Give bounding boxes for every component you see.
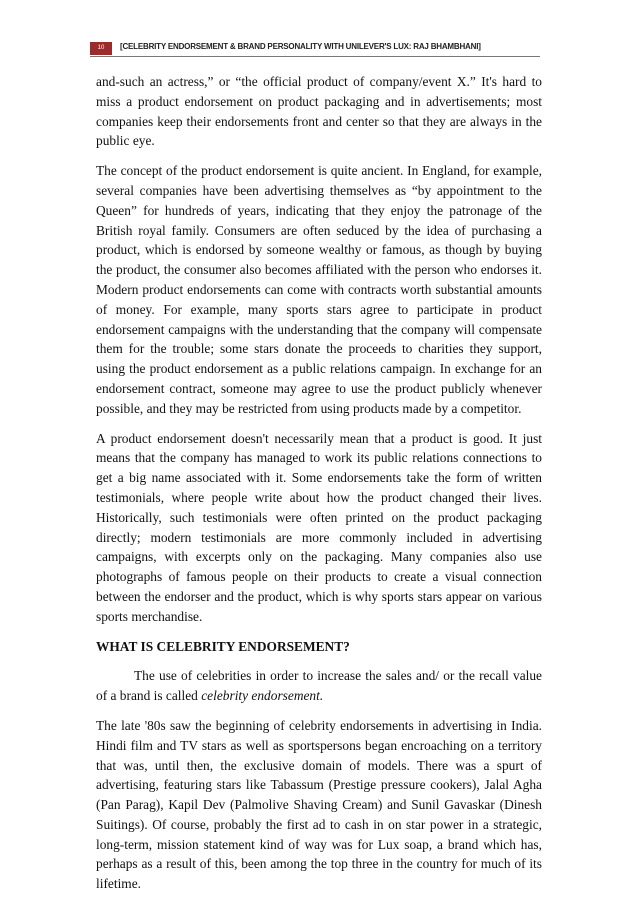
definition-paragraph xyxy=(96,666,542,706)
page-number: 10 xyxy=(90,42,112,55)
definition-term: celebrity endorsement. xyxy=(201,688,324,704)
header-title: [CELEBRITY ENDORSEMENT & BRAND PERSONALITY WITH UNILEVER'S LUX: RAJ BHAMBHANI] xyxy=(120,42,481,51)
paragraph: The late '80s saw the beginning of celebrity endorsements in advertising in India. Hindi film and TV stars as well as sportspersons began encroaching on a territory that was, until then, the exclusive domain of models. There was a spurt of advertising, featuring stars like Tabassum (Prestige pressure cookers), Jalal Agha (Pan Parag), Kapil Dev (Palmolive Shaving Cream) and Sunil Gavaskar (Dinesh Suitings). Of course, probably the first ad to cash in on star power in a strategic, long-term, mission statement kind of way was for Lux soap, a brand which has, perhaps as a result of this, been among the top three in the country for much of its lifetime. xyxy=(96,717,542,892)
paragraph: A product endorsement doesn't necessarily mean that a product is good. It just means that the company has managed to work its public relations connections to get a big name associated with it. Some endorsements take the form of written testimonials, where people write about how the product changed their lives. Historically, such testimonials were often printed on the product packaging directly; modern testimonials are more commonly included in advertising campaigns, with excerpts only on the packaging. Many companies also use photographs of famous people on their products to create a visual connection between the endorser and the product, which is why sports stars appear on various sports merchandise. xyxy=(96,430,542,624)
document-body xyxy=(96,72,542,904)
section-heading: WHAT IS CELEBRITY ENDORSEMENT? xyxy=(96,638,350,654)
page-header xyxy=(90,41,540,57)
definition-text: The use of celebrities in order to increase the sales and/ or the recall value of a brand is called xyxy=(96,668,542,704)
paragraph: The concept of the product endorsement is quite ancient. In England, for example, several companies have been advertising themselves as “by appointment to the Queen” for hundreds of years, indicating that they enjoy the patronage of the British royal family. Consumers are often seduced by the idea of purchasing a product, which is endorsed by someone wealthy or famous, as though by buying the product, the consumer also becomes affiliated with the person who endorses it. Modern product endorsements can come with contracts worth substantial amounts of money. For example, many sports stars agree to participate in product endorsement campaigns with the understanding that the company will compensate them for the trouble; some stars donate the proceeds to charities they support, using the product endorsement as a public relations campaign. In exchange for an endorsement contract, someone may agree to use the product publicly whenever possible, and they may be restricted from using products made by a competitor. xyxy=(96,163,542,416)
paragraph: and-such an actress,” or “the official product of company/event X.” It's hard to miss a product endorsement on product packaging and in advertisements; most companies keep their endorsements front and center so that they are always in the public eye. xyxy=(96,74,542,149)
